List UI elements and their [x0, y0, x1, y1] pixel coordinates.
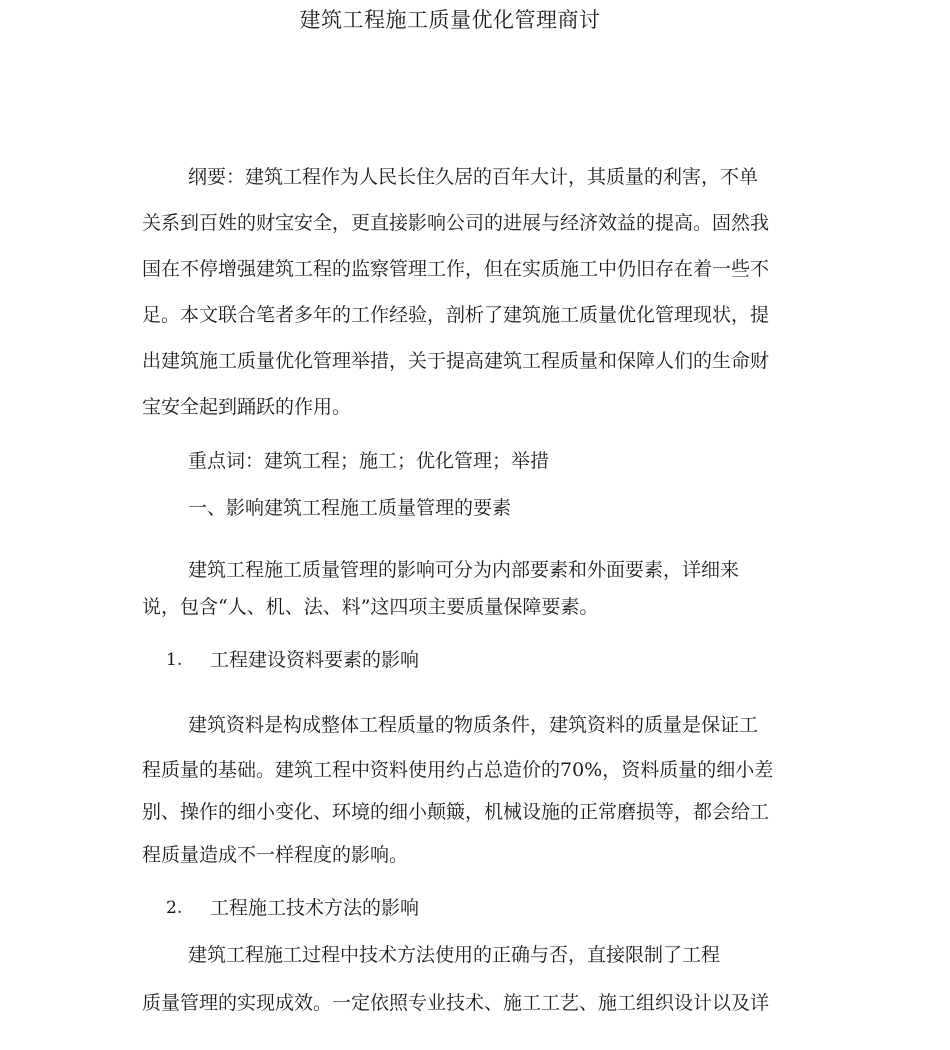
abstract-line: 国在不停增强建筑工程的监察管理工作，但在实质施工中仍旧存在着一些不 — [142, 258, 770, 280]
paragraph-line: 质量管理的实现成效。一定依照专业技术、施工工艺、施工组织设计以及详 — [142, 992, 770, 1014]
paragraph-line: 程质量的基础。建筑工程中资料使用约占总造价的70%，资料质量的细小差 — [142, 759, 774, 781]
paragraph-line: 别、操作的细小变化、环境的细小颠簸，机械设施的正常磨损等，都会给工 — [142, 801, 770, 823]
abstract-line: 关系到百姓的财宝安全，更直接影响公司的进展与经济效益的提高。固然我 — [142, 212, 770, 234]
paragraph-line: 建筑工程施工过程中技术方法使用的正确与否，直接限制了工程 — [188, 944, 721, 966]
keywords-line: 重点词：建筑工程；施工；优化管理；举措 — [188, 450, 550, 472]
abstract-line: 足。本文联合笔者多年的工作经验，剖析了建筑施工质量优化管理现状，提 — [142, 304, 770, 326]
section-heading: 一、影响建筑工程施工质量管理的要素 — [188, 497, 512, 519]
item-number: 2. — [166, 898, 183, 918]
abstract-line: 出建筑施工质量优化管理举措，关于提高建筑工程质量和保障人们的生命财 — [142, 350, 770, 372]
item-heading: 工程建设资料要素的影响 — [210, 649, 420, 671]
item-number: 1. — [166, 650, 183, 670]
paragraph-line: 程质量造成不一样程度的影响。 — [142, 844, 409, 866]
item-heading: 工程施工技术方法的影响 — [210, 897, 420, 919]
document-title: 建筑工程施工质量优化管理商讨 — [299, 8, 601, 32]
abstract-line: 纲要：建筑工程作为人民长住久居的百年大计，其质量的利害，不单 — [188, 166, 759, 188]
paragraph-line: 说，包含“人、机、法、料”这四项主要质量保障要素。 — [142, 596, 599, 618]
paragraph-line: 建筑资料是构成整体工程质量的物质条件，建筑资料的质量是保证工 — [188, 714, 759, 736]
abstract-line: 宝安全起到踊跃的作用。 — [142, 396, 352, 418]
paragraph-line: 建筑工程施工质量管理的影响可分为内部要素和外面要素，详细来 — [188, 559, 740, 581]
